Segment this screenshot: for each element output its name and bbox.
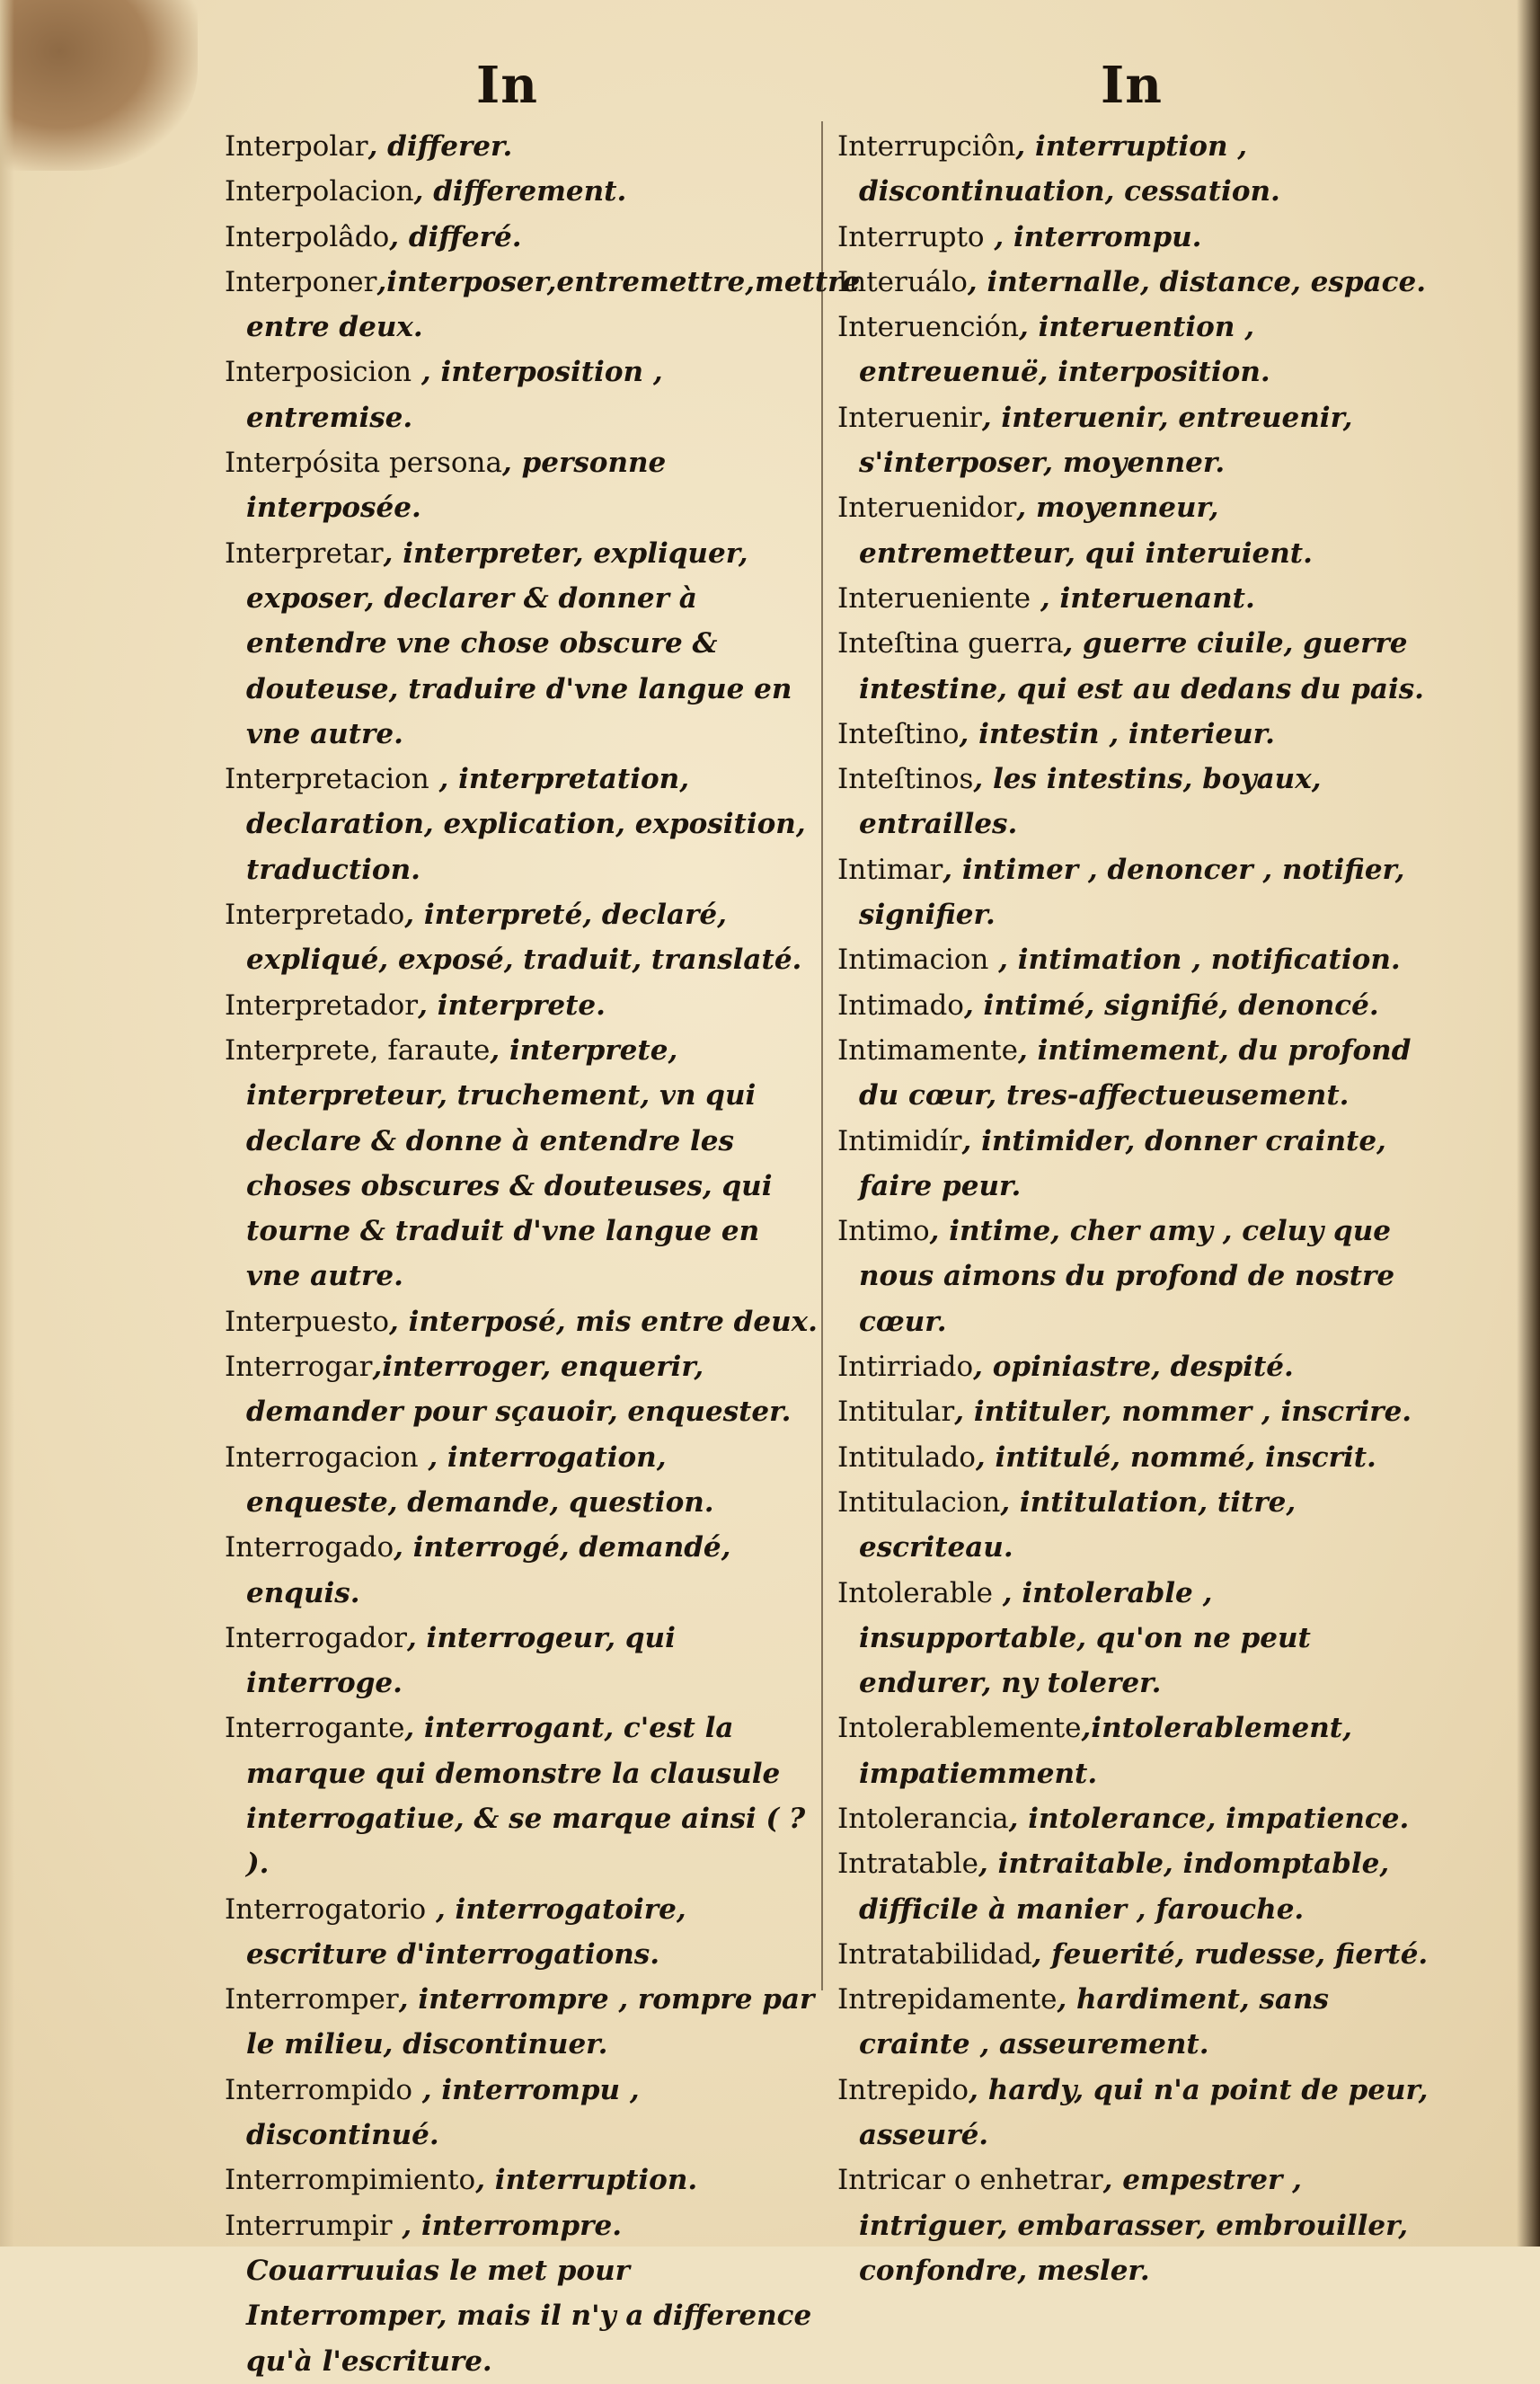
dictionary-entry <box>225 260 861 350</box>
dictionary-entry <box>225 1344 818 1435</box>
entry-definition: , interprete. <box>418 988 606 1022</box>
dictionary-entry <box>837 1932 1430 1977</box>
dictionary-entry <box>225 1525 818 1616</box>
dictionary-entry <box>225 1028 818 1299</box>
entry-headword: Interueniente <box>837 581 1031 615</box>
entry-definition: , interrompre , rompre par le milieu, discontinuer. <box>246 1983 815 2061</box>
entry-headword: Intratable <box>837 1848 979 1881</box>
entry-definition: , interrogation, enqueste, demande, question. <box>246 1440 714 1519</box>
entry-headword: Intratabilidad <box>837 1937 1032 1971</box>
dictionary-entry <box>837 712 1430 757</box>
entry-definition: , differement. <box>413 175 627 208</box>
dictionary-entry <box>837 485 1430 576</box>
column-divider <box>821 121 823 1990</box>
entry-headword: Intitular <box>837 1396 955 1429</box>
entry-headword: Intirriado <box>837 1351 974 1384</box>
entry-headword: Interprete, faraute <box>225 1033 491 1067</box>
water-stain <box>0 0 198 171</box>
entry-definition: , intitulé, nommé, inscrit. <box>975 1440 1376 1474</box>
entry-definition: , interrompu. <box>984 220 1202 253</box>
dictionary-entry <box>225 124 818 169</box>
dictionary-entry <box>837 395 1430 486</box>
dictionary-entry <box>837 576 1430 621</box>
entry-headword: Interpretacion <box>225 763 429 796</box>
entry-headword: Interuenidor <box>837 492 1017 525</box>
page-edge <box>0 0 14 2247</box>
entry-definition: , hardiment, sans crainte , asseurement. <box>859 1983 1329 2061</box>
entry-definition: , intolerable , insupportable, qu'on ne peut endurer, ny tolerer. <box>859 1576 1311 1700</box>
entry-definition: , interrogatoire, escriture d'interrogations. <box>246 1892 686 1971</box>
entry-definition: , interpretation, declaration, explication, exposition, traduction. <box>246 763 806 886</box>
entry-definition: , intestin , interieur. <box>959 717 1275 750</box>
entry-definition: , intime, cher amy , celuy que nous aimons du profond de nostre cœur. <box>859 1215 1395 1338</box>
dictionary-entry <box>225 350 818 440</box>
dictionary-entry <box>837 1480 1430 1571</box>
entry-headword: Intimamente <box>837 1033 1018 1067</box>
dictionary-entry <box>837 1209 1430 1344</box>
entry-headword: Intrepido <box>837 2073 969 2106</box>
entry-headword: Interromper <box>225 1983 399 2016</box>
entry-headword: Interpuesto <box>225 1305 390 1338</box>
dictionary-entry <box>837 847 1430 938</box>
entry-definition: , interposition , entremise. <box>246 356 663 434</box>
dictionary-entry <box>225 1435 818 1526</box>
dictionary-entry <box>837 937 1430 982</box>
entry-headword: Interpretador <box>225 988 419 1022</box>
right-column <box>837 124 1430 2293</box>
dictionary-entry <box>837 215 1430 260</box>
entry-definition: , differé. <box>389 220 522 253</box>
entry-definition: , interposé, mis entre deux. <box>389 1305 818 1338</box>
entry-definition: , interpreter, expliquer, exposer, declarer & donner à entendre vne chose obscure & douteuse, traduire d'vne langue en vne autre. <box>246 536 792 750</box>
entry-headword: Inteſtino <box>837 717 960 750</box>
entry-definition: , opiniastre, despité. <box>973 1351 1294 1384</box>
entry-definition: , intituler, nommer , inscrire. <box>954 1396 1412 1429</box>
dictionary-entry <box>837 983 1430 1028</box>
entry-definition: , interprete, interpreteur, truchement, vn qui declare & donne à entendre les choses obscures & douteuses, qui tourne & traduit d'vne langue en vne autre. <box>246 1033 773 1293</box>
entry-definition: , interuenir, entreuenir, s'interposer, moyenner. <box>859 401 1353 480</box>
dictionary-entry <box>225 2158 818 2202</box>
entry-headword: Interrogante <box>225 1712 405 1745</box>
entry-headword: Interponer <box>225 265 377 298</box>
entry-definition: , internalle, distance, espace. <box>967 265 1426 298</box>
binding-gutter <box>1517 0 1540 2247</box>
entry-headword: Interpolacion <box>225 175 414 208</box>
dictionary-entry <box>837 1344 1430 1389</box>
dictionary-entry <box>837 757 1430 847</box>
entry-definition: , personne interposée. <box>246 447 667 525</box>
dictionary-entry <box>837 1706 1430 1796</box>
dictionary-entry <box>225 2068 818 2158</box>
entry-headword: Intimo <box>837 1215 930 1248</box>
dictionary-entry <box>225 983 818 1028</box>
entry-definition: , interuention , entreuenuë, interposition. <box>859 311 1270 389</box>
entry-headword: Interrupto <box>837 220 985 253</box>
entry-definition: , hardy, qui n'a point de peur, asseuré. <box>859 2073 1429 2152</box>
entry-definition: , intimider, donner crainte, faire peur. <box>859 1124 1386 1202</box>
entry-definition: , interruption , discontinuation, cessation. <box>859 130 1280 208</box>
dictionary-entry <box>225 892 818 983</box>
entry-headword: Interrogar <box>225 1351 373 1384</box>
entry-definition: , interuenant. <box>1031 581 1255 615</box>
dictionary-entry <box>225 440 818 531</box>
entry-definition: , interrogé, demandé, enquis. <box>246 1531 731 1609</box>
entry-headword: Interpolar <box>225 130 368 163</box>
entry-definition: , differer. <box>367 130 513 163</box>
dictionary-entry <box>837 124 1430 215</box>
entry-definition: , interpreté, declaré, expliqué, exposé, traduit, translaté. <box>246 899 802 977</box>
entry-definition: , interrogant, c'est la marque qui demonstre la clausule interrogatiue, & se marque ainsi ( ? ). <box>246 1712 806 1881</box>
left-column <box>225 124 861 2384</box>
dictionary-entry <box>225 2203 818 2384</box>
entry-headword: Inteſtinos <box>837 763 974 796</box>
entry-headword: Intolerable <box>837 1576 993 1609</box>
entry-definition: , intimement, du profond du cœur, tres-affectueusement. <box>859 1033 1412 1112</box>
dictionary-entry <box>837 1119 1430 1210</box>
entry-definition: , moyenneur, entremetteur, qui interuient. <box>859 492 1313 570</box>
dictionary-entry <box>225 169 818 214</box>
entry-definition: , empestrer , intriguer, embarasser, embrouiller, confondre, mesler. <box>859 2164 1409 2287</box>
dictionary-entry <box>837 621 1430 712</box>
entry-headword: Interrupciôn <box>837 130 1016 163</box>
entry-headword: Interrumpir <box>225 2209 393 2242</box>
entry-definition: , interrompre. Couarruuias le met pour Interromper, mais il n'y a difference qu'à l'escriture. <box>246 2209 812 2378</box>
entry-headword: Interuención <box>837 311 1020 344</box>
entry-definition: , intolerance, impatience. <box>1008 1802 1410 1835</box>
dictionary-entry <box>837 260 1430 305</box>
dictionary-entry <box>837 1796 1430 1841</box>
entry-headword: Intolerancia <box>837 1802 1009 1835</box>
dictionary-entry <box>225 1299 818 1344</box>
entry-definition: , guerre ciuile, guerre intestine, qui est au dedans du pais. <box>859 627 1424 705</box>
entry-headword: Interrogado <box>225 1531 394 1564</box>
dictionary-entry <box>225 531 818 757</box>
entry-definition: , les intestins, boyaux, entrailles. <box>859 763 1322 841</box>
dictionary-entry <box>837 1389 1430 1434</box>
entry-definition: , intimer , denoncer , notifier, signifier. <box>859 853 1405 932</box>
dictionary-entry <box>837 1977 1430 2068</box>
dictionary-entry <box>837 2158 1430 2293</box>
dictionary-entry <box>837 1841 1430 1932</box>
entry-headword: Intimidír <box>837 1124 962 1157</box>
entry-headword: Intimacion <box>837 944 989 977</box>
dictionary-entry <box>225 757 818 892</box>
dictionary-entry <box>225 1616 818 1706</box>
entry-headword: Interuálo <box>837 265 968 298</box>
entry-headword: Interpolâdo <box>225 220 390 253</box>
right-column-header: In <box>1101 56 1163 115</box>
dictionary-entry <box>837 1435 1430 1480</box>
dictionary-entry <box>225 1706 818 1886</box>
entry-definition: , intimé, signifié, denoncé. <box>963 988 1379 1022</box>
entry-headword: Intitulacion <box>837 1485 1001 1519</box>
entry-headword: Interrompimiento <box>225 2164 476 2197</box>
entry-headword: Intricar o enhetrar <box>837 2164 1103 2197</box>
dictionary-entry <box>225 1887 818 1978</box>
entry-definition: , interrogeur, qui interroge. <box>246 1621 676 1700</box>
entry-definition: , intraitable, indomptable, difficile à manier , farouche. <box>859 1848 1390 1926</box>
dictionary-entry <box>225 1977 818 2068</box>
left-column-header: In <box>476 56 538 115</box>
entry-definition: , interruption. <box>475 2164 698 2197</box>
entry-headword: Interrompido <box>225 2073 412 2106</box>
entry-headword: Interuenir <box>837 401 982 434</box>
entry-headword: Interpretado <box>225 899 405 932</box>
entry-headword: Interposicion <box>225 356 412 389</box>
entry-definition: , interrompu , discontinué. <box>246 2073 640 2152</box>
entry-headword: Interpretar <box>225 536 384 570</box>
dictionary-entry <box>837 1028 1430 1119</box>
entry-headword: Inteſtina guerra <box>837 627 1064 660</box>
entry-headword: Intolerablemente <box>837 1712 1082 1745</box>
entry-headword: Interrogacion <box>225 1440 419 1474</box>
entry-headword: Interrogatorio <box>225 1892 427 1926</box>
entry-headword: Interpósita persona <box>225 447 502 480</box>
entry-definition: , intitulation, titre, escriteau. <box>859 1485 1297 1564</box>
entry-definition: ,interroger, enquerir, demander pour sçauoir, enquester. <box>246 1351 792 1429</box>
dictionary-entry <box>837 1571 1430 1706</box>
entry-headword: Intrepidamente <box>837 1983 1058 2016</box>
dictionary-entry <box>225 215 818 260</box>
entry-definition: , intimation , notification. <box>988 944 1401 977</box>
entry-headword: Intimar <box>837 853 943 886</box>
dictionary-entry <box>837 2068 1430 2158</box>
dictionary-entry <box>837 305 1430 395</box>
entry-definition: , feuerité, rudesse, fierté. <box>1031 1937 1429 1971</box>
entry-headword: Interrogador <box>225 1621 407 1654</box>
entry-definition: ,intolerablement, impatiemment. <box>859 1712 1352 1790</box>
entry-definition: ,interposer,entremettre,mettre entre deux. <box>246 265 861 344</box>
entry-headword: Intimado <box>837 988 964 1022</box>
entry-headword: Intitulado <box>837 1440 976 1474</box>
